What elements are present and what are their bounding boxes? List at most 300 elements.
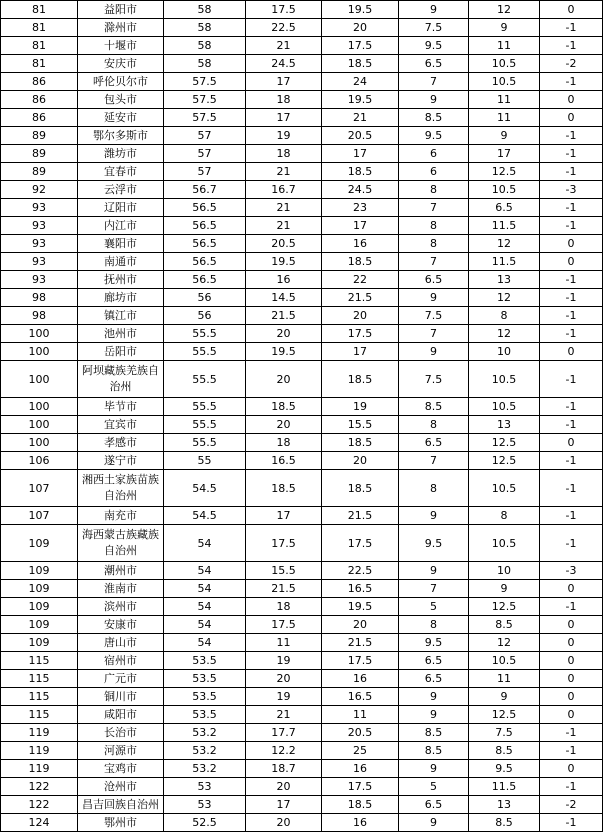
score-a-cell: 18 bbox=[246, 91, 322, 109]
score-c-cell: 5 bbox=[399, 778, 469, 796]
score-b-cell: 24.5 bbox=[322, 181, 399, 199]
city-cell: 咸阳市 bbox=[78, 706, 164, 724]
rank-cell: 100 bbox=[1, 361, 78, 398]
city-cell: 铜川市 bbox=[78, 688, 164, 706]
score-c-cell: 7 bbox=[399, 452, 469, 470]
rank-cell: 86 bbox=[1, 73, 78, 91]
rank-cell: 107 bbox=[1, 470, 78, 507]
table-row bbox=[1, 37, 603, 55]
total-score-cell: 57 bbox=[164, 127, 246, 145]
score-c-cell: 8.5 bbox=[399, 724, 469, 742]
city-cell: 安庆市 bbox=[78, 55, 164, 73]
change-cell: -1 bbox=[540, 217, 603, 235]
table-row bbox=[1, 361, 603, 398]
city-cell: 滨州市 bbox=[78, 598, 164, 616]
score-c-cell: 9 bbox=[399, 688, 469, 706]
table-row bbox=[1, 271, 603, 289]
score-a-cell: 19 bbox=[246, 127, 322, 145]
change-cell: -1 bbox=[540, 416, 603, 434]
city-cell: 宜宾市 bbox=[78, 416, 164, 434]
rank-cell: 98 bbox=[1, 307, 78, 325]
total-score-cell: 57.5 bbox=[164, 109, 246, 127]
score-b-cell: 18.5 bbox=[322, 253, 399, 271]
score-a-cell: 12.2 bbox=[246, 742, 322, 760]
score-b-cell: 17 bbox=[322, 343, 399, 361]
table-row bbox=[1, 724, 603, 742]
rank-cell: 98 bbox=[1, 289, 78, 307]
change-cell: -1 bbox=[540, 325, 603, 343]
score-a-cell: 18 bbox=[246, 434, 322, 452]
table-row bbox=[1, 507, 603, 525]
rank-cell: 93 bbox=[1, 253, 78, 271]
score-d-cell: 12.5 bbox=[469, 452, 540, 470]
city-cell: 孝感市 bbox=[78, 434, 164, 452]
score-a-cell: 16 bbox=[246, 271, 322, 289]
total-score-cell: 55.5 bbox=[164, 434, 246, 452]
score-c-cell: 8 bbox=[399, 217, 469, 235]
table-row bbox=[1, 470, 603, 507]
total-score-cell: 54 bbox=[164, 634, 246, 652]
score-a-cell: 18.5 bbox=[246, 398, 322, 416]
total-score-cell: 58 bbox=[164, 19, 246, 37]
rank-cell: 86 bbox=[1, 109, 78, 127]
score-d-cell: 10.5 bbox=[469, 55, 540, 73]
change-cell: -2 bbox=[540, 55, 603, 73]
city-cell: 滁州市 bbox=[78, 19, 164, 37]
table-row bbox=[1, 796, 603, 814]
change-cell: -1 bbox=[540, 271, 603, 289]
score-a-cell: 21 bbox=[246, 163, 322, 181]
city-cell: 襄阳市 bbox=[78, 235, 164, 253]
score-a-cell: 20 bbox=[246, 361, 322, 398]
score-a-cell: 21 bbox=[246, 199, 322, 217]
score-d-cell: 10.5 bbox=[469, 652, 540, 670]
score-a-cell: 19.5 bbox=[246, 343, 322, 361]
rank-cell: 106 bbox=[1, 452, 78, 470]
city-cell: 昌吉回族自治州 bbox=[78, 796, 164, 814]
score-c-cell: 6.5 bbox=[399, 670, 469, 688]
score-a-cell: 18.7 bbox=[246, 760, 322, 778]
change-cell: -3 bbox=[540, 562, 603, 580]
table-row bbox=[1, 181, 603, 199]
change-cell: 0 bbox=[540, 616, 603, 634]
score-b-cell: 11 bbox=[322, 706, 399, 724]
change-cell: -1 bbox=[540, 127, 603, 145]
rank-cell: 100 bbox=[1, 343, 78, 361]
total-score-cell: 56.5 bbox=[164, 217, 246, 235]
score-a-cell: 18 bbox=[246, 145, 322, 163]
table-row bbox=[1, 742, 603, 760]
city-cell: 鄂州市 bbox=[78, 814, 164, 832]
score-d-cell: 11.5 bbox=[469, 253, 540, 271]
rank-cell: 100 bbox=[1, 325, 78, 343]
score-b-cell: 16 bbox=[322, 760, 399, 778]
city-cell: 鄂尔多斯市 bbox=[78, 127, 164, 145]
city-cell: 海西蒙古族藏族自治州 bbox=[78, 525, 164, 562]
change-cell: -1 bbox=[540, 452, 603, 470]
score-b-cell: 16 bbox=[322, 235, 399, 253]
score-d-cell: 12 bbox=[469, 325, 540, 343]
total-score-cell: 54 bbox=[164, 616, 246, 634]
score-b-cell: 17 bbox=[322, 145, 399, 163]
score-d-cell: 11 bbox=[469, 37, 540, 55]
score-c-cell: 9 bbox=[399, 289, 469, 307]
score-d-cell: 10.5 bbox=[469, 525, 540, 562]
score-d-cell: 12 bbox=[469, 289, 540, 307]
score-b-cell: 16.5 bbox=[322, 688, 399, 706]
change-cell: 0 bbox=[540, 109, 603, 127]
city-cell: 唐山市 bbox=[78, 634, 164, 652]
change-cell: 0 bbox=[540, 760, 603, 778]
change-cell: -1 bbox=[540, 361, 603, 398]
score-c-cell: 9.5 bbox=[399, 525, 469, 562]
score-a-cell: 24.5 bbox=[246, 55, 322, 73]
score-c-cell: 8 bbox=[399, 235, 469, 253]
score-b-cell: 20 bbox=[322, 616, 399, 634]
rank-cell: 107 bbox=[1, 507, 78, 525]
score-d-cell: 6.5 bbox=[469, 199, 540, 217]
score-b-cell: 16 bbox=[322, 670, 399, 688]
table-row bbox=[1, 163, 603, 181]
score-d-cell: 13 bbox=[469, 796, 540, 814]
table-row bbox=[1, 289, 603, 307]
change-cell: -2 bbox=[540, 796, 603, 814]
score-c-cell: 9.5 bbox=[399, 37, 469, 55]
score-a-cell: 19.5 bbox=[246, 253, 322, 271]
table-row bbox=[1, 562, 603, 580]
score-c-cell: 6.5 bbox=[399, 796, 469, 814]
city-cell: 长治市 bbox=[78, 724, 164, 742]
score-c-cell: 9.5 bbox=[399, 634, 469, 652]
score-b-cell: 21.5 bbox=[322, 634, 399, 652]
score-c-cell: 7.5 bbox=[399, 19, 469, 37]
total-score-cell: 54.5 bbox=[164, 507, 246, 525]
score-c-cell: 7.5 bbox=[399, 307, 469, 325]
city-cell: 呼伦贝尔市 bbox=[78, 73, 164, 91]
score-c-cell: 9 bbox=[399, 507, 469, 525]
total-score-cell: 53 bbox=[164, 796, 246, 814]
change-cell: -1 bbox=[540, 724, 603, 742]
rank-cell: 93 bbox=[1, 199, 78, 217]
table-row bbox=[1, 55, 603, 73]
change-cell: 0 bbox=[540, 434, 603, 452]
total-score-cell: 55.5 bbox=[164, 416, 246, 434]
city-cell: 云浮市 bbox=[78, 181, 164, 199]
city-cell: 内江市 bbox=[78, 217, 164, 235]
rank-cell: 81 bbox=[1, 19, 78, 37]
table-row bbox=[1, 670, 603, 688]
total-score-cell: 53.2 bbox=[164, 724, 246, 742]
score-a-cell: 21.5 bbox=[246, 307, 322, 325]
table-row bbox=[1, 199, 603, 217]
total-score-cell: 56.5 bbox=[164, 271, 246, 289]
change-cell: -1 bbox=[540, 73, 603, 91]
table-row bbox=[1, 307, 603, 325]
table-row bbox=[1, 253, 603, 271]
score-a-cell: 17 bbox=[246, 507, 322, 525]
score-b-cell: 19.5 bbox=[322, 91, 399, 109]
score-c-cell: 8 bbox=[399, 470, 469, 507]
total-score-cell: 56.5 bbox=[164, 199, 246, 217]
score-c-cell: 9.5 bbox=[399, 127, 469, 145]
score-b-cell: 18.5 bbox=[322, 163, 399, 181]
score-c-cell: 8.5 bbox=[399, 742, 469, 760]
change-cell: 0 bbox=[540, 235, 603, 253]
change-cell: 0 bbox=[540, 343, 603, 361]
score-b-cell: 20 bbox=[322, 307, 399, 325]
change-cell: -1 bbox=[540, 37, 603, 55]
total-score-cell: 58 bbox=[164, 37, 246, 55]
score-b-cell: 20.5 bbox=[322, 724, 399, 742]
city-cell: 潮州市 bbox=[78, 562, 164, 580]
score-d-cell: 12 bbox=[469, 1, 540, 19]
score-c-cell: 9 bbox=[399, 814, 469, 832]
change-cell: -1 bbox=[540, 145, 603, 163]
total-score-cell: 54 bbox=[164, 562, 246, 580]
change-cell: 0 bbox=[540, 706, 603, 724]
change-cell: 0 bbox=[540, 1, 603, 19]
rank-cell: 93 bbox=[1, 235, 78, 253]
score-b-cell: 22 bbox=[322, 271, 399, 289]
score-c-cell: 7 bbox=[399, 580, 469, 598]
change-cell: -1 bbox=[540, 199, 603, 217]
score-d-cell: 7.5 bbox=[469, 724, 540, 742]
city-cell: 宜春市 bbox=[78, 163, 164, 181]
score-c-cell: 5 bbox=[399, 598, 469, 616]
score-a-cell: 20 bbox=[246, 416, 322, 434]
score-c-cell: 6.5 bbox=[399, 55, 469, 73]
change-cell: -1 bbox=[540, 742, 603, 760]
score-a-cell: 17 bbox=[246, 73, 322, 91]
score-d-cell: 8 bbox=[469, 307, 540, 325]
city-cell: 潍坊市 bbox=[78, 145, 164, 163]
rank-cell: 100 bbox=[1, 398, 78, 416]
rank-cell: 122 bbox=[1, 796, 78, 814]
change-cell: 0 bbox=[540, 580, 603, 598]
total-score-cell: 53.5 bbox=[164, 688, 246, 706]
score-a-cell: 18 bbox=[246, 598, 322, 616]
score-d-cell: 11 bbox=[469, 670, 540, 688]
table-row bbox=[1, 452, 603, 470]
city-cell: 廊坊市 bbox=[78, 289, 164, 307]
score-a-cell: 17.7 bbox=[246, 724, 322, 742]
score-b-cell: 20.5 bbox=[322, 127, 399, 145]
score-a-cell: 16.5 bbox=[246, 452, 322, 470]
score-d-cell: 8 bbox=[469, 507, 540, 525]
rank-cell: 109 bbox=[1, 616, 78, 634]
change-cell: -1 bbox=[540, 598, 603, 616]
score-b-cell: 25 bbox=[322, 742, 399, 760]
score-b-cell: 23 bbox=[322, 199, 399, 217]
total-score-cell: 54 bbox=[164, 525, 246, 562]
score-d-cell: 10 bbox=[469, 562, 540, 580]
city-cell: 毕节市 bbox=[78, 398, 164, 416]
rank-cell: 100 bbox=[1, 416, 78, 434]
change-cell: -3 bbox=[540, 181, 603, 199]
city-cell: 南通市 bbox=[78, 253, 164, 271]
score-c-cell: 7 bbox=[399, 253, 469, 271]
score-c-cell: 8 bbox=[399, 416, 469, 434]
total-score-cell: 55.5 bbox=[164, 398, 246, 416]
score-d-cell: 17 bbox=[469, 145, 540, 163]
change-cell: 0 bbox=[540, 253, 603, 271]
score-a-cell: 11 bbox=[246, 634, 322, 652]
change-cell: 0 bbox=[540, 688, 603, 706]
total-score-cell: 54 bbox=[164, 598, 246, 616]
score-b-cell: 18.5 bbox=[322, 361, 399, 398]
score-b-cell: 22.5 bbox=[322, 562, 399, 580]
score-b-cell: 24 bbox=[322, 73, 399, 91]
score-a-cell: 14.5 bbox=[246, 289, 322, 307]
rank-cell: 89 bbox=[1, 127, 78, 145]
score-b-cell: 17.5 bbox=[322, 778, 399, 796]
score-c-cell: 8.5 bbox=[399, 398, 469, 416]
total-score-cell: 57 bbox=[164, 145, 246, 163]
score-c-cell: 8 bbox=[399, 616, 469, 634]
score-b-cell: 17.5 bbox=[322, 325, 399, 343]
table-row bbox=[1, 325, 603, 343]
rank-cell: 89 bbox=[1, 163, 78, 181]
city-cell: 辽阳市 bbox=[78, 199, 164, 217]
city-cell: 延安市 bbox=[78, 109, 164, 127]
total-score-cell: 55.5 bbox=[164, 361, 246, 398]
table-row bbox=[1, 616, 603, 634]
change-cell: -1 bbox=[540, 307, 603, 325]
city-cell: 淮南市 bbox=[78, 580, 164, 598]
rank-cell: 115 bbox=[1, 652, 78, 670]
change-cell: 0 bbox=[540, 652, 603, 670]
score-a-cell: 17.5 bbox=[246, 1, 322, 19]
score-a-cell: 22.5 bbox=[246, 19, 322, 37]
rank-cell: 89 bbox=[1, 145, 78, 163]
score-d-cell: 12.5 bbox=[469, 163, 540, 181]
score-d-cell: 10.5 bbox=[469, 361, 540, 398]
total-score-cell: 57 bbox=[164, 163, 246, 181]
score-c-cell: 9 bbox=[399, 343, 469, 361]
change-cell: -1 bbox=[540, 507, 603, 525]
city-cell: 池州市 bbox=[78, 325, 164, 343]
score-c-cell: 6.5 bbox=[399, 652, 469, 670]
change-cell: 0 bbox=[540, 91, 603, 109]
change-cell: -1 bbox=[540, 470, 603, 507]
score-a-cell: 16.7 bbox=[246, 181, 322, 199]
score-c-cell: 8 bbox=[399, 181, 469, 199]
score-d-cell: 10 bbox=[469, 343, 540, 361]
score-a-cell: 17.5 bbox=[246, 616, 322, 634]
score-d-cell: 9 bbox=[469, 127, 540, 145]
total-score-cell: 56.7 bbox=[164, 181, 246, 199]
rank-cell: 109 bbox=[1, 562, 78, 580]
rank-cell: 115 bbox=[1, 706, 78, 724]
score-a-cell: 17.5 bbox=[246, 525, 322, 562]
table-row bbox=[1, 688, 603, 706]
score-d-cell: 8.5 bbox=[469, 814, 540, 832]
total-score-cell: 56 bbox=[164, 289, 246, 307]
score-a-cell: 20 bbox=[246, 778, 322, 796]
rank-cell: 115 bbox=[1, 688, 78, 706]
rank-cell: 81 bbox=[1, 55, 78, 73]
total-score-cell: 53.2 bbox=[164, 760, 246, 778]
total-score-cell: 52.5 bbox=[164, 814, 246, 832]
score-b-cell: 19.5 bbox=[322, 598, 399, 616]
score-d-cell: 10.5 bbox=[469, 73, 540, 91]
score-b-cell: 20 bbox=[322, 19, 399, 37]
total-score-cell: 53 bbox=[164, 778, 246, 796]
table-row bbox=[1, 760, 603, 778]
table-row bbox=[1, 416, 603, 434]
score-a-cell: 18.5 bbox=[246, 470, 322, 507]
change-cell: -1 bbox=[540, 525, 603, 562]
score-a-cell: 21 bbox=[246, 217, 322, 235]
score-d-cell: 9 bbox=[469, 19, 540, 37]
score-b-cell: 18.5 bbox=[322, 434, 399, 452]
score-b-cell: 19.5 bbox=[322, 1, 399, 19]
table-row bbox=[1, 634, 603, 652]
total-score-cell: 55.5 bbox=[164, 325, 246, 343]
score-c-cell: 7.5 bbox=[399, 361, 469, 398]
rank-cell: 93 bbox=[1, 271, 78, 289]
rank-cell: 81 bbox=[1, 1, 78, 19]
table-row bbox=[1, 235, 603, 253]
total-score-cell: 54.5 bbox=[164, 470, 246, 507]
table-row bbox=[1, 109, 603, 127]
table-row bbox=[1, 145, 603, 163]
table-row bbox=[1, 525, 603, 562]
score-c-cell: 9 bbox=[399, 91, 469, 109]
total-score-cell: 58 bbox=[164, 1, 246, 19]
rank-cell: 122 bbox=[1, 778, 78, 796]
score-b-cell: 21 bbox=[322, 109, 399, 127]
score-b-cell: 16.5 bbox=[322, 580, 399, 598]
city-cell: 安康市 bbox=[78, 616, 164, 634]
city-cell: 岳阳市 bbox=[78, 343, 164, 361]
table-body bbox=[1, 1, 603, 832]
score-c-cell: 9 bbox=[399, 1, 469, 19]
rank-cell: 109 bbox=[1, 634, 78, 652]
change-cell: -1 bbox=[540, 163, 603, 181]
table-row bbox=[1, 580, 603, 598]
table-row bbox=[1, 91, 603, 109]
score-d-cell: 11.5 bbox=[469, 778, 540, 796]
total-score-cell: 56.5 bbox=[164, 253, 246, 271]
score-b-cell: 18.5 bbox=[322, 55, 399, 73]
city-cell: 抚州市 bbox=[78, 271, 164, 289]
city-cell: 十堰市 bbox=[78, 37, 164, 55]
score-d-cell: 8.5 bbox=[469, 742, 540, 760]
table-row bbox=[1, 398, 603, 416]
change-cell: -1 bbox=[540, 814, 603, 832]
score-c-cell: 6.5 bbox=[399, 271, 469, 289]
city-cell: 沧州市 bbox=[78, 778, 164, 796]
score-a-cell: 20 bbox=[246, 814, 322, 832]
score-d-cell: 11 bbox=[469, 91, 540, 109]
score-d-cell: 10.5 bbox=[469, 398, 540, 416]
score-d-cell: 11 bbox=[469, 109, 540, 127]
rank-cell: 124 bbox=[1, 814, 78, 832]
total-score-cell: 58 bbox=[164, 55, 246, 73]
score-d-cell: 13 bbox=[469, 416, 540, 434]
change-cell: -1 bbox=[540, 289, 603, 307]
score-c-cell: 6.5 bbox=[399, 434, 469, 452]
total-score-cell: 53.5 bbox=[164, 670, 246, 688]
city-cell: 遂宁市 bbox=[78, 452, 164, 470]
score-d-cell: 9 bbox=[469, 580, 540, 598]
score-d-cell: 13 bbox=[469, 271, 540, 289]
score-a-cell: 21 bbox=[246, 37, 322, 55]
score-d-cell: 12 bbox=[469, 634, 540, 652]
total-score-cell: 57.5 bbox=[164, 91, 246, 109]
score-c-cell: 8.5 bbox=[399, 109, 469, 127]
